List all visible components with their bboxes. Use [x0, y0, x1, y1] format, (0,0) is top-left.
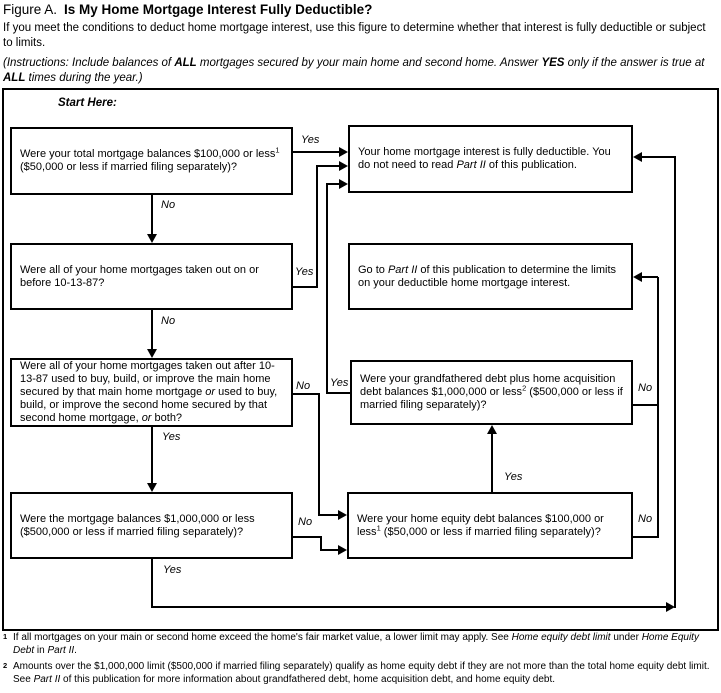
edge-c-yes-line-out [327, 392, 350, 394]
edge-q1-no-arrow-icon [147, 234, 157, 243]
node-q1-total-balances [10, 127, 293, 195]
label-q4-no: No [298, 516, 313, 528]
label-c-yes: Yes [330, 377, 349, 389]
footnote-2-marker: 2 [3, 661, 8, 670]
node-c-grandfathered-debt [350, 360, 633, 425]
edge-q4-yes-line-down [151, 559, 153, 608]
node-a-fully-deductible [348, 125, 633, 193]
label-q2-yes: Yes [295, 266, 314, 278]
edge-c-yes-arrow-icon [339, 179, 348, 189]
label-q3-no: No [296, 380, 311, 392]
edge-q2-yes-line-in [316, 165, 339, 167]
edge-q2-yes-line-out [293, 286, 318, 288]
node-d-text: Were your home equity debt balances $100,000 or less$^1$ ($50,000 or less if married filing separately)? [357, 512, 604, 538]
edge-q2-yes-arrow-icon [339, 161, 348, 171]
footnote-2-text: Amounts over the $1,000,000 limit ($500,000 if married filing separately) qualify as home equity debt if they are not more than the total home equity debt limit. See Part II of this publication for more information about grandfathered debt, home acquisition debt, and home equity debt. [13, 661, 710, 685]
label-d-no: No [638, 513, 653, 525]
edge-q3-no-line-out [293, 393, 320, 395]
footnotes [3, 631, 717, 689]
edge-q3-yes-arrow-icon [147, 483, 157, 492]
edge-d-yes-arrow-icon [487, 425, 497, 434]
start-here-label: Start Here: [58, 97, 117, 109]
edge-d-yes-line [491, 433, 493, 492]
footnote-1 [3, 631, 717, 657]
edge-q2-no-line [151, 310, 153, 350]
edge-c-yes-line-up [326, 183, 328, 394]
edge-into-b-line [642, 276, 658, 278]
node-a-text: Your home mortgage interest is fully deductible. You do not need to read Part II of this publication. [358, 146, 611, 171]
edge-q3-no-arrow-icon [338, 510, 347, 520]
edge-q2-yes-line-up [316, 165, 318, 288]
edge-q4-no-line-out [293, 536, 322, 538]
figure-title-text: Is My Home Mortgage Interest Fully Deductible? [64, 2, 373, 17]
node-b-text: Go to Part II of this publication to determine the limits on your deductible home mortgage interest. [358, 263, 617, 289]
edge-q4-yes-line-bottom [151, 606, 666, 608]
edge-q4-no-line-in [320, 549, 338, 551]
edge-q1-yes-line [293, 151, 339, 153]
node-c-text: Were your grandfathered debt plus home acquisition debt balances $1,000,000 or less$^2$ ($500,000 or less if married filing separately)? [360, 373, 623, 411]
edge-q3-yes-line [151, 427, 153, 485]
node-q2-text: Were all of your home mortgages taken out on or before 10-13-87? [20, 263, 259, 289]
node-b-go-to-part2 [348, 243, 633, 310]
edge-into-b-arrow-icon [633, 272, 642, 282]
label-q1-no: No [161, 199, 176, 211]
footnote-1-text: If all mortgages on your main or second home exceed the home's fair market value, a lower limit may apply. See Home equity debt limit under Home Equity Debt in Part II. [13, 632, 699, 656]
node-q3-buy-build-improve [10, 358, 293, 427]
edge-d-no-line-out [633, 536, 659, 538]
edge-outer-top-line [642, 156, 676, 158]
label-q3-yes: Yes [162, 431, 181, 443]
node-q3-text: Were all of your home mortgages taken out after 10-13-87 used to buy, build, or improve the main home secured by that main home mortgage or used to buy, build, or improve the second home secured by that second home mortgage, or both? [20, 360, 278, 424]
node-q1-text: Were your total mortgage balances $100,000 or less$^1$ ($50,000 or less if married filing separately)? [20, 145, 280, 173]
edge-q4-no-arrow-icon [338, 545, 347, 555]
node-d-home-equity-debt [347, 492, 633, 559]
edge-c-yes-line-in [326, 183, 340, 185]
label-c-no: No [638, 382, 653, 394]
edge-c-no-line-out [633, 404, 659, 406]
intro-paragraph: If you meet the conditions to deduct home mortgage interest, use this figure to determine whether that interest is fully deductible or subject to limits. [3, 22, 706, 49]
footnote-2 [3, 660, 717, 686]
figure-title [3, 2, 372, 17]
edge-q2-no-arrow-icon [147, 349, 157, 358]
edge-q3-no-line-down [318, 393, 320, 516]
edge-q1-yes-arrow-icon [339, 147, 348, 157]
edge-outer-right-line [674, 157, 676, 608]
edge-into-a-arrow-icon [633, 152, 642, 162]
footnote-1-marker: 1 [3, 632, 8, 641]
edge-inner-right-line [657, 277, 659, 538]
edge-q3-no-line-in [318, 514, 338, 516]
edge-q1-no-line [151, 195, 153, 236]
label-q2-no: No [161, 315, 176, 327]
label-q4-yes: Yes [163, 564, 182, 576]
figure-label: Figure A. [3, 2, 58, 17]
node-q4-text: Were the mortgage balances $1,000,000 or less ($500,000 or less if married filing separately)? [20, 512, 255, 538]
label-q1-yes: Yes [301, 134, 320, 146]
node-q2-before-1987 [10, 243, 293, 310]
label-d-yes: Yes [504, 471, 523, 483]
node-q4-million-limit [10, 492, 293, 559]
instructions-paragraph: (Instructions: Include balances of ALL mortgages secured by your main home and second home. Answer YES only if the answer is true at ALL times during the year.) [3, 57, 705, 84]
